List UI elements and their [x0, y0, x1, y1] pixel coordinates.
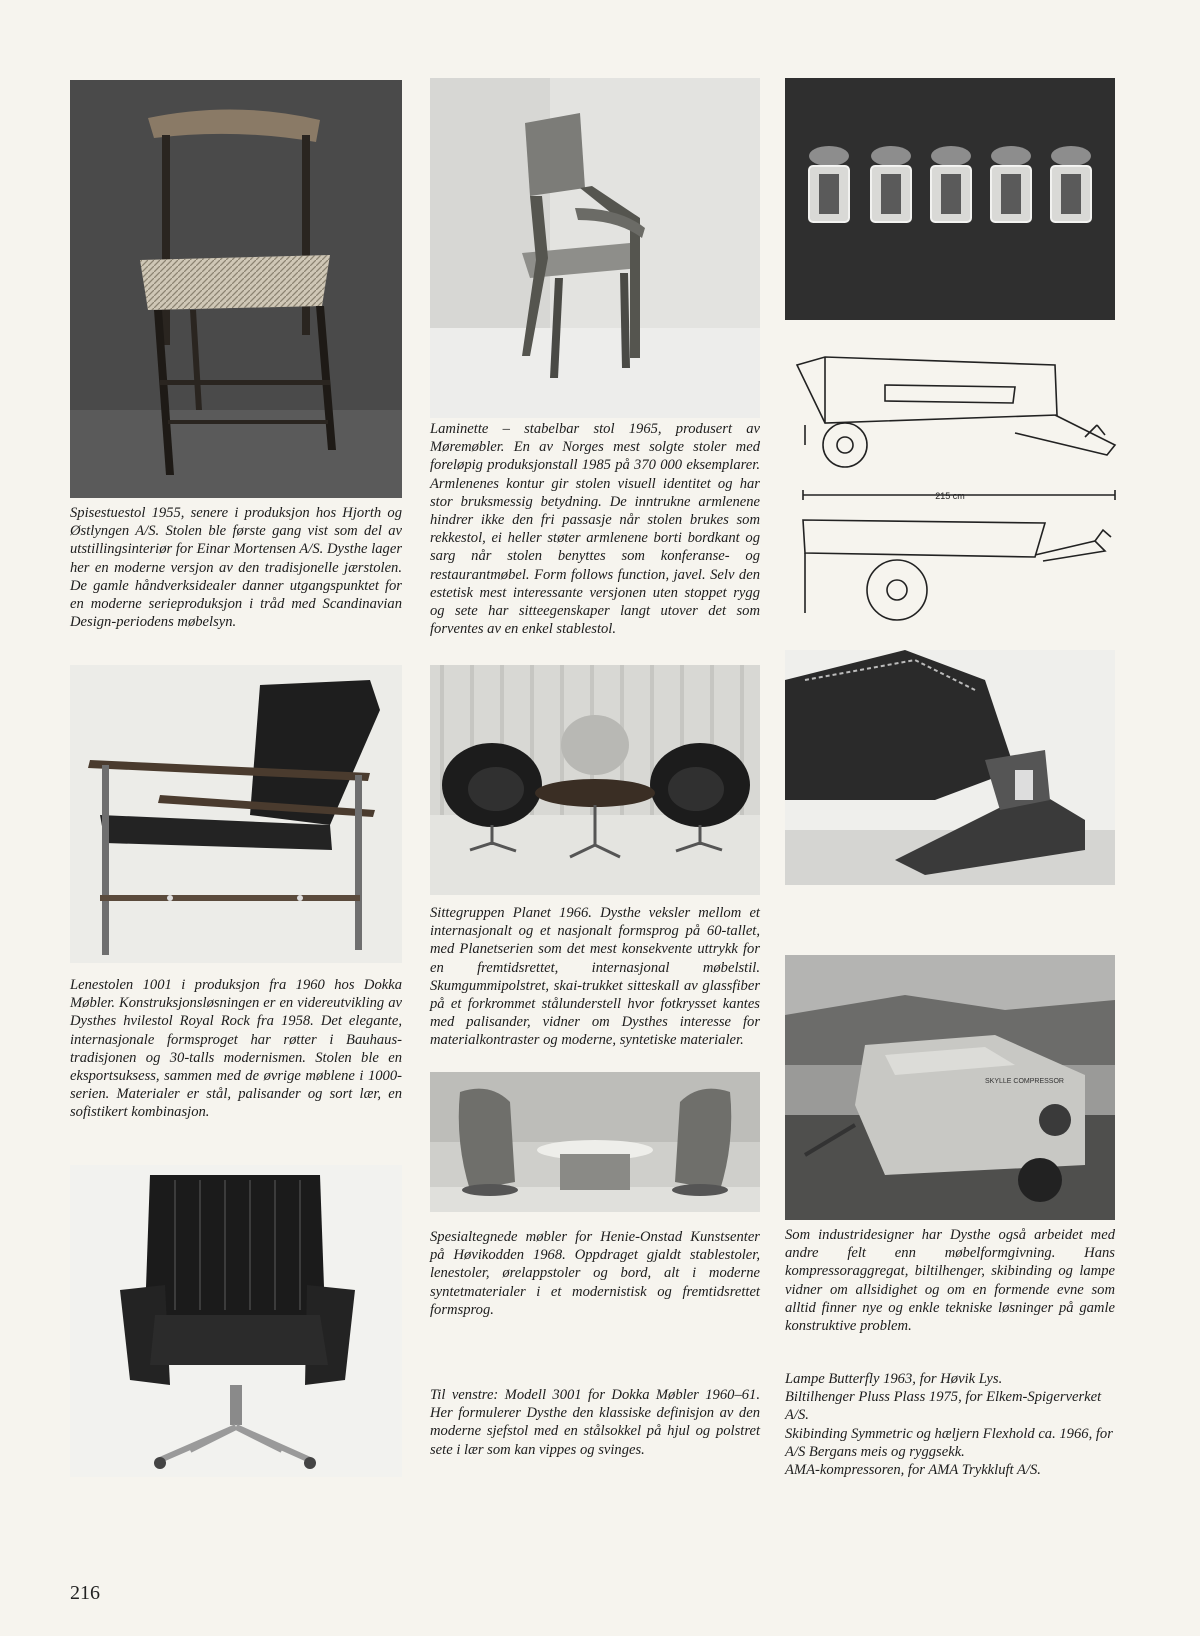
trailer-dimension-label: 215 cm — [935, 491, 965, 501]
caption-lenestolen: Lenestolen 1001 i produksjon fra 1960 hos Dokka Møbler. Konstruksjonsløsningen er en videreutvikling av Dysthes hvilestol Royal Rock fra 1958. Det elegante, internasjonale formsproget har røtter i Bauhaus-tradisjonen og 30-talls modernismen. Stolen ble en eksportsuksess, sammen med de øvrige møblene i 1000-serien. Materialer er stål, palisander og sort lær, en sofistikert kombinasjon. — [70, 977, 402, 1121]
photo-lenestolen-1001 — [70, 665, 402, 963]
credit-line: AMA-kompressoren, for AMA Trykkluft A/S. — [785, 1462, 1041, 1479]
photo-sittegruppen-planet — [430, 665, 760, 895]
drawing-biltilhenger — [785, 345, 1130, 635]
caption-credits — [785, 1370, 1115, 1479]
page-number: 216 — [70, 1582, 100, 1604]
credit-line: Lampe Butterfly 1963, for Høvik Lys. — [785, 1371, 1003, 1387]
credit-line: Biltilhenger Pluss Plass 1975, for Elkem-Spigerverket A/S. — [785, 1389, 1102, 1424]
photo-henie-onstad — [430, 1072, 760, 1212]
photo-lampe-butterfly — [785, 78, 1115, 320]
photo-modell-3001 — [70, 1165, 402, 1477]
caption-laminette: Laminette – stabelbar stol 1965, produsert av Møremøbler. En av Norges mest solgte stoler med foreløpig produksjonstall 1985 på 370 000 eksemplarer. Armlenenes kontur gir stolen visuell identitet og har stor bruksmessig betydning. De inntrukne armlenene hindrer ikke den fri passasje når stolen brukes som rekkestol, ei heller støter armlenene borti bordkant og sarg når stolen benyttes som konferanse- og restaurantmøbel. Form follows function, javel. Selv den estetisk mest interessante versjonen uten stoppet rygg og sete har sitteegenskaper langt utover det som forventes av en enkel stablestol. — [430, 421, 760, 638]
caption-henie-onstad: Spesialtegnede møbler for Henie-Onstad Kunstsenter på Høvikodden 1968. Oppdraget gjaldt stablestoler, lenestoler, ørelappstoler og bord, alt i moderne syntetmaterialer i et modernistisk og fremtidsrettet formsprog. — [430, 1229, 760, 1318]
photo-laminette — [430, 78, 760, 418]
photo-spisestuestol — [70, 80, 402, 498]
photo-ama-kompressor — [785, 955, 1115, 1220]
caption-planet: Sittegruppen Planet 1966. Dysthe veksler mellom et internasjonalt og et nasjonalt formsprog på 60-tallet, med Planetserien som det mest konsekvente uttrykk for en fremtidsrettet, internasjonal møbelstil. Skumgummipolstret, skai-trukket sitteskall av glassfiber på et forkrommet stålunderstell hvor fotkrysset kantes med palisander, vidner om Dysthes interesse for materialkontraster og moderne, syntetiske materialer. — [430, 905, 760, 1049]
credit-line: Skibinding Symmetric og hæljern Flexhold ca. 1966, for A/S Bergans meis og ryggsekk. — [785, 1425, 1113, 1460]
caption-industridesigner: Som industridesigner har Dysthe også arbeidet med andre felt enn møbelformgivning. Hans kompressoraggregat, biltilhenger, skibinding og lampe vidner om allsidighet og om en formende evne som alltid finner nye og enkle tekniske løsninger på gamle konstruktive problem. — [785, 1227, 1115, 1335]
caption-modell-3001: Til venstre: Modell 3001 for Dokka Møbler 1960–61. Her formulerer Dysthe den klassiske definisjon av den moderne sjefstol med en stålsokkel på hjul og polstret sete i lær som kan vippes og svinges. — [430, 1387, 760, 1458]
compressor-label: SKYLLE COMPRESSOR — [985, 1078, 1064, 1085]
caption-spisestuestol: Spisestuestol 1955, senere i produksjon hos Hjorth og Østlyngen A/S. Stolen ble første gang vist som del av utstillingsinteriør for Einar Mortensen A/S. Dysthe lager her en moderne versjon av den tradisjonelle jærstolen. De gamle håndverksidealer danner utgangspunktet for en moderne serieproduksjon i tråd med Scandinavian Design-periodens møbelsyn. — [70, 505, 402, 631]
photo-skibinding — [785, 650, 1115, 885]
